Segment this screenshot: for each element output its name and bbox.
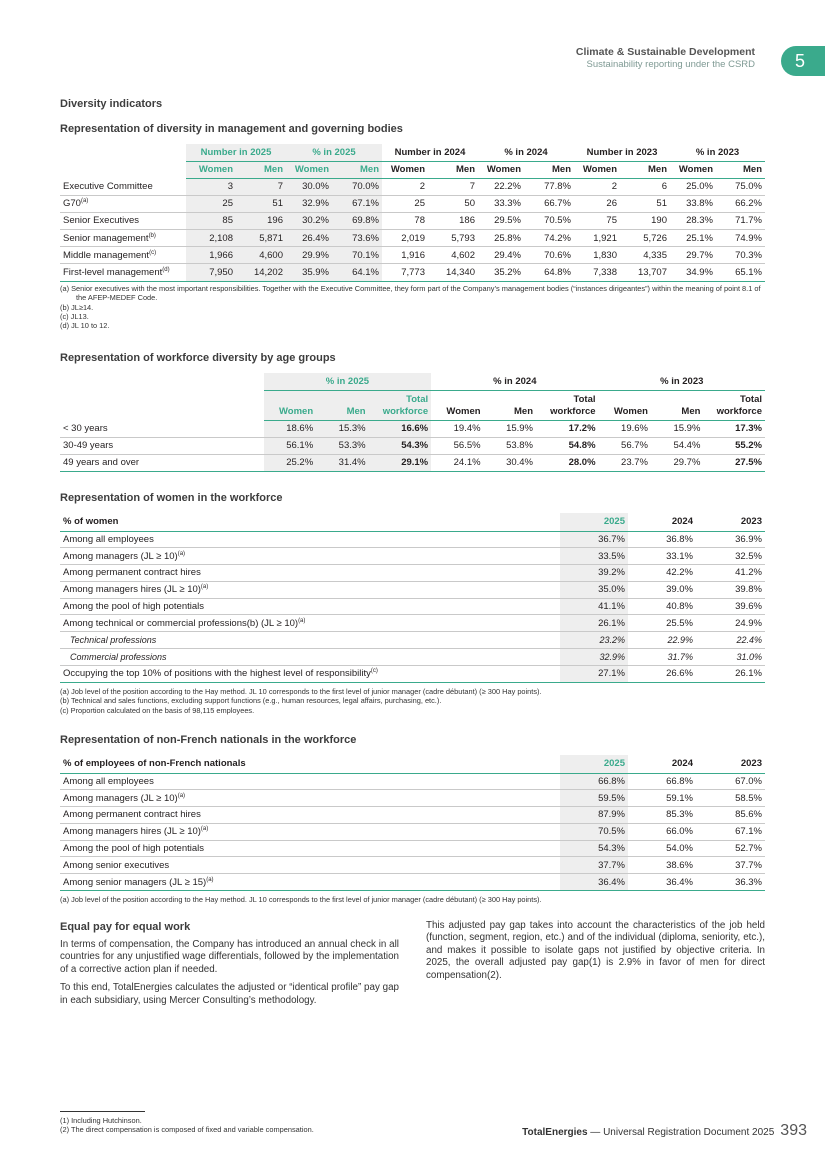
cell-value: 4,600 — [236, 247, 286, 264]
cell-value: 41.1% — [560, 598, 628, 615]
row-label: Among the pool of high potentials — [60, 840, 560, 857]
page-footer — [522, 1122, 807, 1140]
cell-value: 39.2% — [560, 565, 628, 582]
cell-value: 50 — [428, 195, 478, 212]
table-note: (a) Job level of the position according to the Hay method. JL 10 corresponds to the first level of junior manager (cadre débutant) (≥ 300 Hay points). — [60, 687, 542, 696]
footnote-ref: (a) — [298, 617, 306, 624]
cell-value: 30.2% — [286, 212, 332, 229]
header-title: Climate & Sustainable Development — [575, 46, 755, 58]
footnote-ref: (a) — [200, 584, 209, 591]
cell-value: 25 — [382, 195, 428, 212]
column-header: Men — [236, 161, 286, 178]
table1-title: Representation of diversity in management and governing bodies — [60, 123, 403, 135]
row-label: Among permanent contract hires — [60, 807, 560, 824]
cell-value: 26.4% — [286, 230, 332, 247]
year-header: 2024 — [628, 755, 696, 773]
cell-value: 56.5% — [431, 437, 483, 454]
cell-value: 54.8% — [536, 437, 599, 454]
cell-value: 64.8% — [524, 264, 574, 281]
table-note: (b) JL≥14. — [60, 302, 94, 312]
row-label: < 30 years — [60, 420, 264, 437]
cell-value: 25 — [186, 195, 236, 212]
cell-value: 3 — [186, 178, 236, 195]
cell-value: 16.6% — [369, 420, 432, 437]
cell-value: 25.1% — [670, 230, 716, 247]
cell-value: 22.4% — [696, 632, 765, 649]
table2-title: Representation of workforce diversity by age groups — [60, 352, 336, 364]
cell-value: 2,019 — [382, 230, 428, 247]
cell-value: 85.3% — [628, 807, 696, 824]
cell-value: 33.8% — [670, 195, 716, 212]
cell-value: 54.3% — [560, 840, 628, 857]
cell-value: 39.8% — [696, 581, 765, 598]
cell-value: 24.1% — [431, 454, 483, 471]
year-header: 2023 — [696, 755, 765, 773]
cell-value: 4,602 — [428, 247, 478, 264]
group-header: % in 2024 — [431, 373, 598, 390]
cell-value: 14,340 — [428, 264, 478, 281]
cell-value: 33.1% — [628, 548, 696, 565]
column-header: Men — [484, 390, 536, 420]
column-header: Women — [431, 390, 483, 420]
cell-value: 15.9% — [484, 420, 536, 437]
column-header: Women — [186, 161, 236, 178]
group-header: % in 2024 — [478, 144, 574, 161]
cell-value: 70.3% — [716, 247, 765, 264]
group-header: % in 2025 — [264, 373, 431, 390]
cell-value: 196 — [236, 212, 286, 229]
cell-value: 41.2% — [696, 565, 765, 582]
cell-value: 52.7% — [696, 840, 765, 857]
page-number: 393 — [780, 1122, 807, 1139]
cell-value: 33.3% — [478, 195, 524, 212]
cell-value: 25.0% — [670, 178, 716, 195]
non-french-nationals-table — [60, 755, 765, 891]
footnote-1: (1) Including Hutchinson. — [60, 1116, 142, 1125]
cell-value: 36.8% — [628, 531, 696, 548]
equal-pay-paragraph-2: To this end, TotalEnergies calculates the adjusted or “identical profile” pay gap in each subsidiary, using Mercer Consulting’s methodology. — [60, 982, 399, 1006]
cell-value: 27.1% — [560, 665, 628, 682]
column-header: Men — [332, 161, 382, 178]
cell-value: 73.6% — [332, 230, 382, 247]
cell-value: 54.3% — [369, 437, 432, 454]
cell-value: 23.7% — [599, 454, 651, 471]
cell-value: 1,916 — [382, 247, 428, 264]
table-note: (d) JL 10 to 12. — [60, 321, 110, 331]
column-header: Women — [599, 390, 651, 420]
cell-value: 36.4% — [560, 874, 628, 891]
cell-value: 2,108 — [186, 230, 236, 247]
column-header: Women — [382, 161, 428, 178]
cell-value: 32.9% — [286, 195, 332, 212]
cell-value: 186 — [428, 212, 478, 229]
cell-value: 26.1% — [696, 665, 765, 682]
cell-value: 66.8% — [560, 773, 628, 790]
table-row — [60, 565, 765, 582]
column-header: Women — [670, 161, 716, 178]
cell-value: 42.2% — [628, 565, 696, 582]
cell-value: 59.1% — [628, 790, 696, 807]
cell-value: 29.7% — [670, 247, 716, 264]
column-header: Women — [478, 161, 524, 178]
row-label: 30-49 years — [60, 437, 264, 454]
cell-value: 74.9% — [716, 230, 765, 247]
table-row — [60, 264, 765, 281]
header-subtitle: Sustainability reporting under the CSRD — [586, 59, 755, 70]
cell-value: 66.7% — [524, 195, 574, 212]
cell-value: 23.2% — [560, 632, 628, 649]
column-header: Total workforce — [369, 390, 432, 420]
age-diversity-table — [60, 373, 765, 472]
table-row — [60, 840, 765, 857]
column-header: Women — [264, 390, 316, 420]
cell-value: 17.3% — [703, 420, 765, 437]
footnote-ref: (a) — [80, 198, 89, 205]
year-header: 2024 — [628, 513, 696, 531]
cell-value: 69.8% — [332, 212, 382, 229]
cell-value: 26.6% — [628, 665, 696, 682]
footnote-divider — [60, 1111, 145, 1112]
row-label: Among all employees — [60, 531, 560, 548]
table-row — [60, 581, 765, 598]
table-row — [60, 230, 765, 247]
management-diversity-table — [60, 144, 765, 282]
column-header: Total workforce — [536, 390, 599, 420]
cell-value: 1,921 — [574, 230, 620, 247]
column-header: Total workforce — [703, 390, 765, 420]
table1-notes — [60, 284, 765, 330]
table-row — [60, 649, 765, 666]
column-header: Women — [286, 161, 332, 178]
cell-value: 75 — [574, 212, 620, 229]
year-header: 2025 — [560, 513, 628, 531]
row-label: Executive Committee — [60, 178, 186, 195]
cell-value: 36.7% — [560, 531, 628, 548]
table-row — [60, 420, 765, 437]
cell-value: 53.3% — [316, 437, 368, 454]
cell-value: 2 — [382, 178, 428, 195]
cell-value: 70.1% — [332, 247, 382, 264]
cell-value: 31.0% — [696, 649, 765, 666]
row-label: Among managers (JL ≥ 10)$^{(a)}$ — [60, 790, 560, 807]
cell-value: 17.2% — [536, 420, 599, 437]
table-row — [60, 437, 765, 454]
row-label: Among managers (JL ≥ 10)$^{(a)}$ — [60, 548, 560, 565]
cell-value: 55.2% — [703, 437, 765, 454]
group-header: % in 2023 — [670, 144, 765, 161]
cell-value: 78 — [382, 212, 428, 229]
group-header: % in 2025 — [286, 144, 382, 161]
cell-value: 22.2% — [478, 178, 524, 195]
cell-value: 15.9% — [651, 420, 703, 437]
footnote-ref: (a) — [177, 792, 186, 799]
cell-value: 70.5% — [524, 212, 574, 229]
cell-value: 58.5% — [696, 790, 765, 807]
column-header: Men — [428, 161, 478, 178]
cell-value: 77.8% — [524, 178, 574, 195]
group-header: Number in 2025 — [186, 144, 286, 161]
table3-notes — [60, 687, 765, 715]
cell-value: 51 — [620, 195, 670, 212]
cell-value: 70.5% — [560, 823, 628, 840]
row-label: First-level management$^{(d)}$ — [60, 264, 186, 281]
cell-value: 85.6% — [696, 807, 765, 824]
cell-value: 29.5% — [478, 212, 524, 229]
cell-value: 18.6% — [264, 420, 316, 437]
women-workforce-table — [60, 513, 765, 683]
cell-value: 26.1% — [560, 615, 628, 632]
row-label: Among managers hires (JL ≥ 10)$^{(a)}$ — [60, 823, 560, 840]
cell-value: 53.8% — [484, 437, 536, 454]
group-header: % in 2023 — [599, 373, 765, 390]
cell-value: 38.6% — [628, 857, 696, 874]
cell-value: 31.4% — [316, 454, 368, 471]
equal-pay-paragraph-3: This adjusted pay gap takes into account the characteristics of the job held (function, segment, region, etc.) and of the individual (diploma, seniority, etc.), and makes it possible to isolate gaps not justified by objective criteria. In 2025, the overall adjusted pay gap(1) is 2.9% in favor of men for direct compensation(2). — [426, 920, 765, 981]
column-header: Men — [524, 161, 574, 178]
cell-value: 33.5% — [560, 548, 628, 565]
cell-value: 39.6% — [696, 598, 765, 615]
table-row — [60, 823, 765, 840]
cell-value: 36.9% — [696, 531, 765, 548]
cell-value: 32.9% — [560, 649, 628, 666]
cell-value: 66.8% — [628, 773, 696, 790]
cell-value: 19.4% — [431, 420, 483, 437]
row-label: 49 years and over — [60, 454, 264, 471]
cell-value: 28.0% — [536, 454, 599, 471]
table-row — [60, 773, 765, 790]
cell-value: 25.8% — [478, 230, 524, 247]
row-label: Senior management$^{(b)}$ — [60, 230, 186, 247]
cell-value: 35.2% — [478, 264, 524, 281]
row-label: Middle management$^{(c)}$ — [60, 247, 186, 264]
table-row — [60, 247, 765, 264]
footnote-ref: (a) — [206, 876, 214, 883]
row-label: Senior Executives — [60, 212, 186, 229]
footnote-ref: (a) — [200, 826, 209, 833]
row-label: Among senior managers (JL ≥ 15)$^{(a)}$ — [60, 874, 560, 891]
cell-value: 29.4% — [478, 247, 524, 264]
cell-value: 35.0% — [560, 581, 628, 598]
table-caption-header: % of employees of non-French nationals — [60, 755, 560, 773]
cell-value: 66.2% — [716, 195, 765, 212]
cell-value: 35.9% — [286, 264, 332, 281]
column-header: Men — [316, 390, 368, 420]
section-title: Diversity indicators — [60, 98, 163, 110]
cell-value: 67.1% — [332, 195, 382, 212]
cell-value: 25.2% — [264, 454, 316, 471]
table-row — [60, 615, 765, 632]
table3-title: Representation of women in the workforce — [60, 492, 283, 504]
cell-value: 2 — [574, 178, 620, 195]
cell-value: 4,335 — [620, 247, 670, 264]
cell-value: 30.4% — [484, 454, 536, 471]
cell-value: 1,830 — [574, 247, 620, 264]
table-note: (b) Technical and sales functions, excluding support functions (e.g., human resources, legal affairs, purchasing, etc.). — [60, 696, 442, 706]
cell-value: 7 — [428, 178, 478, 195]
cell-value: 71.7% — [716, 212, 765, 229]
cell-value: 29.9% — [286, 247, 332, 264]
footnote-ref: (a) — [177, 550, 186, 557]
cell-value: 37.7% — [696, 857, 765, 874]
cell-value: 32.5% — [696, 548, 765, 565]
table-row — [60, 531, 765, 548]
cell-value: 75.0% — [716, 178, 765, 195]
cell-value: 29.7% — [651, 454, 703, 471]
year-header: 2023 — [696, 513, 765, 531]
table-note: (a) Job level of the position according to the Hay method. JL 10 corresponds to the first level of junior manager (cadre débutant) (≥ 300 Hay points). — [60, 895, 542, 904]
table-row — [60, 178, 765, 195]
cell-value: 36.3% — [696, 874, 765, 891]
footnote-ref: (c) — [370, 668, 378, 675]
cell-value: 34.9% — [670, 264, 716, 281]
row-label: Among all employees — [60, 773, 560, 790]
table-row — [60, 874, 765, 891]
cell-value: 66.0% — [628, 823, 696, 840]
cell-value: 27.5% — [703, 454, 765, 471]
footer-doc-title: — Universal Registration Document 2025 — [587, 1127, 775, 1138]
table-row — [60, 632, 765, 649]
cell-value: 39.0% — [628, 581, 696, 598]
row-label: Technical professions — [60, 632, 560, 649]
equal-pay-title: Equal pay for equal work — [60, 921, 191, 933]
footer-brand: TotalEnergies — [522, 1127, 588, 1138]
cell-value: 26 — [574, 195, 620, 212]
cell-value: 5,726 — [620, 230, 670, 247]
cell-value: 37.7% — [560, 857, 628, 874]
row-label: Among managers hires (JL ≥ 10)$^{(a)}$ — [60, 581, 560, 598]
footnote-2: (2) The direct compensation is composed of fixed and variable compensation. — [60, 1125, 314, 1135]
footnote-ref: (c) — [149, 249, 157, 256]
row-label: Among permanent contract hires — [60, 565, 560, 582]
cell-value: 67.0% — [696, 773, 765, 790]
cell-value: 22.9% — [628, 632, 696, 649]
table4-title: Representation of non-French nationals in the workforce — [60, 734, 357, 746]
table-row — [60, 807, 765, 824]
table-row — [60, 857, 765, 874]
group-header: Number in 2024 — [382, 144, 478, 161]
cell-value: 19.6% — [599, 420, 651, 437]
cell-value: 40.8% — [628, 598, 696, 615]
table-note: (c) Proportion calculated on the basis of 98,115 employees. — [60, 705, 255, 715]
cell-value: 7,773 — [382, 264, 428, 281]
cell-value: 25.5% — [628, 615, 696, 632]
cell-value: 70.6% — [524, 247, 574, 264]
cell-value: 5,793 — [428, 230, 478, 247]
cell-value: 56.7% — [599, 437, 651, 454]
cell-value: 7,950 — [186, 264, 236, 281]
cell-value: 1,966 — [186, 247, 236, 264]
column-header: Men — [651, 390, 703, 420]
chapter-tab: 5 — [781, 46, 825, 76]
cell-value: 24.9% — [696, 615, 765, 632]
equal-pay-right-column — [426, 920, 765, 988]
cell-value: 59.5% — [560, 790, 628, 807]
table-note: (a) Senior executives with the most important responsibilities. Together with the Executive Committee, they form part of the Company’s management bodies (“instances dirigeantes”) within the meaning of point 8.1 of the AFEP-MEDEF Code. — [60, 284, 761, 303]
table-caption-header: % of women — [60, 513, 560, 531]
cell-value: 190 — [620, 212, 670, 229]
row-label: Occupying the top 10% of positions with the highest level of responsibility$^{(c)}$ — [60, 665, 560, 682]
cell-value: 74.2% — [524, 230, 574, 247]
row-label: G70$^{(a)}$ — [60, 195, 186, 212]
cell-value: 13,707 — [620, 264, 670, 281]
cell-value: 64.1% — [332, 264, 382, 281]
table-row — [60, 598, 765, 615]
cell-value: 5,871 — [236, 230, 286, 247]
equal-pay-left-column — [60, 939, 399, 1013]
table-row — [60, 195, 765, 212]
cell-value: 65.1% — [716, 264, 765, 281]
cell-value: 15.3% — [316, 420, 368, 437]
row-label: Among the pool of high potentials — [60, 598, 560, 615]
cell-value: 56.1% — [264, 437, 316, 454]
column-header: Men — [716, 161, 765, 178]
page-header — [576, 46, 755, 70]
table-note: (c) JL13. — [60, 311, 89, 321]
cell-value: 31.7% — [628, 649, 696, 666]
row-label: Among technical or commercial professions(b) (JL ≥ 10)$^{(a)}$ — [60, 615, 560, 632]
column-header: Men — [620, 161, 670, 178]
cell-value: 29.1% — [369, 454, 432, 471]
footnote-ref: (b) — [148, 232, 156, 239]
table-row — [60, 665, 765, 682]
cell-value: 87.9% — [560, 807, 628, 824]
cell-value: 85 — [186, 212, 236, 229]
cell-value: 67.1% — [696, 823, 765, 840]
cell-value: 54.0% — [628, 840, 696, 857]
column-header: Women — [574, 161, 620, 178]
footnote-ref: (d) — [162, 266, 170, 273]
cell-value: 54.4% — [651, 437, 703, 454]
table-row — [60, 790, 765, 807]
group-header: Number in 2023 — [574, 144, 670, 161]
row-label: Commercial professions — [60, 649, 560, 666]
page-footnotes — [60, 1116, 314, 1135]
cell-value: 51 — [236, 195, 286, 212]
cell-value: 6 — [620, 178, 670, 195]
cell-value: 36.4% — [628, 874, 696, 891]
equal-pay-paragraph-1: In terms of compensation, the Company has introduced an annual check in all countries for any unjustified wage differentials, followed by the implementation of a corrective action plan if needed. — [60, 939, 399, 975]
table4-notes — [60, 895, 765, 904]
table-row — [60, 212, 765, 229]
table-row — [60, 548, 765, 565]
cell-value: 30.0% — [286, 178, 332, 195]
cell-value: 70.0% — [332, 178, 382, 195]
cell-value: 14,202 — [236, 264, 286, 281]
row-label: Among senior executives — [60, 857, 560, 874]
cell-value: 7,338 — [574, 264, 620, 281]
cell-value: 7 — [236, 178, 286, 195]
cell-value: 28.3% — [670, 212, 716, 229]
year-header: 2025 — [560, 755, 628, 773]
table-row — [60, 454, 765, 471]
